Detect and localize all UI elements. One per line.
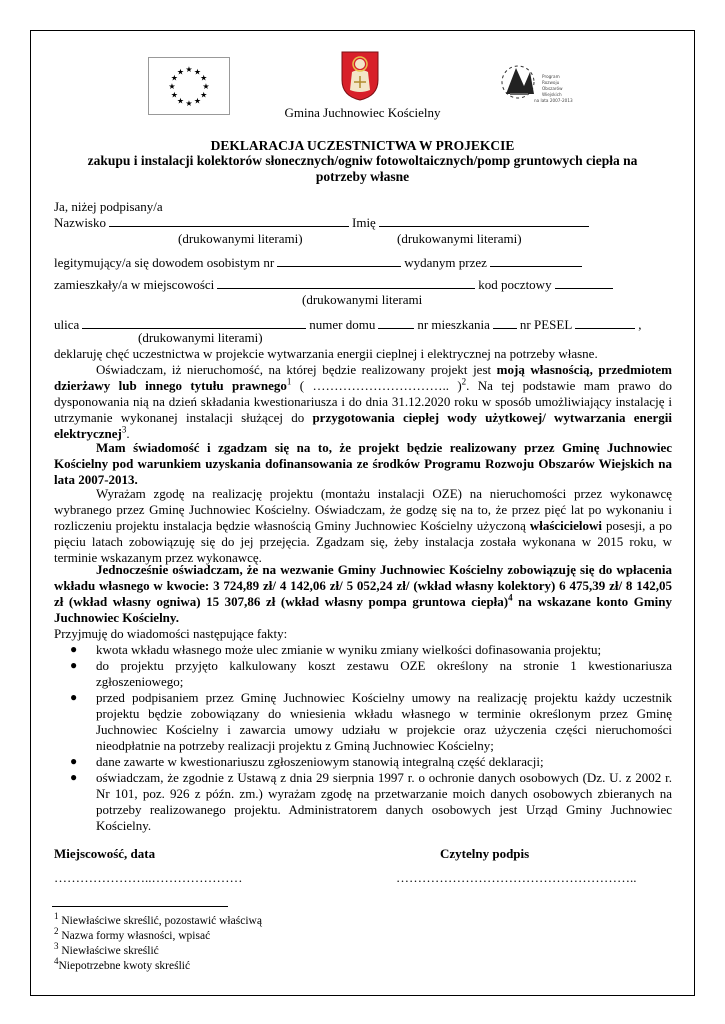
eu-star-icon: ★ [168,82,176,91]
p1-text-b: moją własnością, przedmiotem dzierżawy lub innego tytułu prawnego [54,362,672,393]
eu-star-icon: ★ [200,73,208,83]
name-label: Imię [352,215,376,230]
leader-logo-text: na lata 2007-2013 [534,98,573,103]
house-number-field[interactable] [378,317,414,329]
coat-of-arms-icon [340,50,380,102]
p1-text-a: Oświadczam, iż nieruchomość, na której będzie realizowany projekt jest [96,362,497,377]
p3-text-c: posesji, a po pięciu latach zobowiązuję się do jej przejęcia. Zgadzam się, żeby instalacja została wykonana w 2015 roku, w terminie wskazanym przez wykonawcę. [54,518,672,565]
bullet-marker: ● [70,754,78,768]
postal-label: kod pocztowy [478,277,552,292]
surname-label: Nazwisko [54,215,106,230]
document-subtitle-line2: potrzeby własne [315,169,410,184]
p1-text-d: . Na tej podstawie mam prawo do dysponowania nią na dzień składania kwestionariusza i do dnia 31.12.2020 roku w sposób umożliwiający instalację i utrzymanie wykonanej instalacji służącej do [54,378,673,425]
document-title: DEKLARACJA UCZESTNICTWA W PROJEKCIE [210,138,515,153]
signature-label: Czytelny podpis [440,846,530,861]
list-item: oświadczam, że zgodnie z Ustawą z dnia 29 sierpnia 1997 r. o ochronie danych osobowych (Dz. U. z 2002 r. Nr 101, poz. 926 z późn. zm.) wyrażam zgodę na przetwarzanie moich danych osobowych zbieranych na potrzeby realizowanego projektu. Administratorem danych osobowych jest Urząd Gminy Juchnowiec Kościelny. [96,770,672,833]
name-field[interactable] [379,215,589,227]
footnote-text: Niewłaściwe skreślić [58,945,159,957]
eu-star-icon: ★ [202,82,210,91]
place-date-field[interactable]: …………………..………………… [54,870,243,885]
list-item: przed podpisaniem przez Gminę Juchnowiec Kościelny umowy na realizację projektu każdy uczestnik projektu będzie zobowiązany do wniesienia wkładu własnego w terminie określonym przez Gminę Juchnowiec Kościelny i zawarcia umowy udziału w projekcie oraz użyczenia części nieruchomości nieodpłatnie na potrzeby realizacji projektu z Gminą Juchnowiec Kościelny; [96,690,672,753]
footnote-2 [54,926,211,943]
leader-logo-text: Obszarów [542,86,563,91]
pesel-label: nr PESEL [519,317,573,332]
street-field[interactable] [82,317,306,329]
intro-text: Ja, niżej podpisany/a [54,199,163,214]
p1-text-f: . [126,426,130,441]
footnote-4 [54,956,191,973]
signature-field[interactable]: ……………………………………………….. [396,870,637,885]
surname-row [54,215,592,231]
issued-label: wydanym przez [404,255,487,270]
eu-star-icon: ★ [185,65,193,74]
flat-number-field[interactable] [493,317,517,329]
p3-text-b: właścicielowi [529,518,603,533]
footnote-text: Niepotrzebne kwoty skreślić [58,960,191,972]
leader-logo-text: Wiejskich [542,92,562,97]
eu-star-icon: ★ [193,67,202,77]
eu-star-icon: ★ [170,73,178,83]
id-label: legitymujący/a się dowodem osobistym nr [54,255,275,270]
id-number-field[interactable] [277,255,401,267]
footnote-1 [54,911,262,928]
list-item: do projektu przyjęto kalkulowany koszt zestawu OZE określony na stronie 1 kwestionariusza zgłoszeniowego; [96,658,672,689]
pesel-comma: , [638,317,642,332]
residence-hint: (drukowanymi literami [302,292,423,307]
footnote-number: 4 [54,956,59,967]
footnote-number: 2 [54,926,59,937]
name-hint: (drukowanymi literami) [397,231,522,246]
municipality-name: Gmina Juchnowiec Kościelny [284,105,441,120]
residence-row [54,277,616,293]
leader-logo-text: Rozwoju [542,80,560,85]
footnote-ref-1: 1 [286,376,292,387]
bullet-marker: ● [70,642,78,656]
awareness-paragraph: Mam świadomość i zgadzam się na to, że projekt będzie realizowany przez Gminę Juchnowiec Kościelny pod warunkiem uzyskania dofinansowania ze środków Programu Rozwoju Obszarów Wiejskich na lata 2007-2013. [54,440,672,487]
facts-intro: Przyjmuję do wiadomości następujące fakty: [54,626,288,641]
pesel-field[interactable] [575,317,635,329]
bullet-marker: ● [70,770,78,784]
issued-by-field[interactable] [490,255,582,267]
footnote-text: Niewłaściwe skreślić, pozostawić właściwą [58,915,262,927]
p4-text-a: Jednocześnie oświadczam, że na wezwanie Gminy Juchnowiec Kościelny zobowiązuję się do wpłacenia wkładu własnego w kwocie: 3 724,89 zł/ 4 142,06 zł/ 5 052,24 zł/ (wkład własny kolektory) 6 475,39 zł/ 8 142,05 zł (wkład własny ogniwa) 15 307,86 zł (wkład własny pompa gruntowa ciepła) [54,562,672,609]
residence-field[interactable] [217,277,475,289]
id-row [54,255,585,271]
list-item: kwota wkładu własnego może ulec zmianie w wyniku zmiany wielkości dofinasowania projektu; [96,642,602,657]
postal-code-field[interactable] [555,277,613,289]
footnote-text: Nazwa formy własności, wpisać [58,930,211,942]
eu-star-icon: ★ [193,96,202,106]
flat-label: nr mieszkania [417,317,490,332]
list-item: dane zawarte w kwestionariuszu zgłoszeniowym stanowią integralną część deklaracji; [96,754,544,769]
bullet-marker: ● [70,658,78,672]
place-date-label: Miejscowość, data [54,846,156,861]
p1-text-c: ( ………………………….. ) [291,378,462,393]
ownership-paragraph [54,362,672,442]
eu-star-icon: ★ [176,67,185,77]
street-hint: (drukowanymi literami) [138,330,263,345]
footnote-divider [52,906,228,907]
street-label: ulica [54,317,80,332]
declare-text: deklaruję chęć uczestnictwa w projekcie wytwarzania energii cieplnej i elektrycznej na potrzeby własne. [54,346,598,361]
leader-logo-text: Program [542,74,560,79]
eu-star-icon: ★ [176,96,185,106]
footnote-3 [54,941,159,958]
document-subtitle-line1: zakupu i instalacji kolektorów słonecznych/ogniw fotowoltaicznych/pomp gruntowych ciepła na [87,153,638,168]
footnote-ref-2: 2 [461,376,467,387]
footnote-number: 3 [54,941,59,952]
surname-field[interactable] [109,215,349,227]
residence-label: zamieszkały/a w miejscowości [54,277,215,292]
leader-logo-icon [498,58,582,110]
surname-hint: (drukowanymi literami) [178,231,303,246]
eu-star-icon: ★ [185,99,193,108]
p3-text-a: Wyrażam zgodę na realizację projektu (montażu instalacji OZE) na nieruchomości przez wykonawcę wybranego przez Gminę Juchnowiec Kościelny. Oświadczam, że godzę się na to, że przez pięć lat po wykonaniu i rozliczeniu projektu instalacja będzie własnością Gminy Juchnowiec Kościelny użyczoną [54,486,672,533]
eu-star-icon: ★ [170,90,178,100]
p4-text-b: na wskazane konto Gminy Juchnowiec Kościelny. [54,594,672,625]
consent-paragraph [54,486,672,566]
bullet-marker: ● [70,690,78,704]
footnote-number: 1 [54,911,59,922]
contribution-paragraph [54,562,672,626]
footnote-ref-4: 4 [508,592,513,603]
house-label: numer domu [309,317,376,332]
p1-text-e: przygotowania ciepłej wody użytkowej/ wytwarzania energii elektrycznej [54,410,673,441]
eu-star-icon: ★ [200,90,208,100]
footnote-ref-3: 3 [121,424,127,435]
